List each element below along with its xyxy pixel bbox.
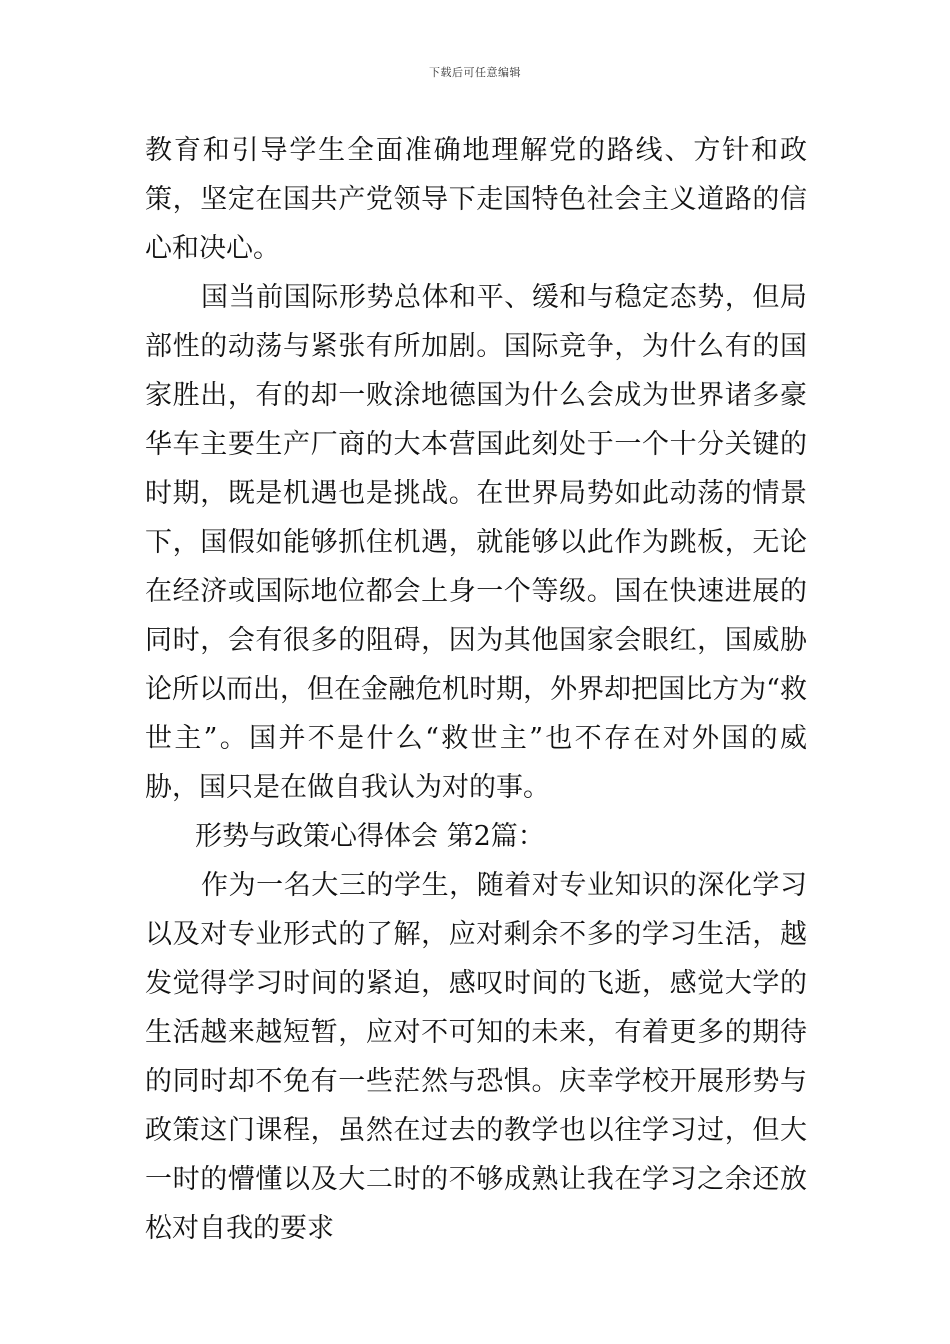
- document-body: [145, 126, 807, 1253]
- page-header: 下载后可任意编辑: [429, 66, 521, 79]
- paragraph-continuation: 教育和引导学生全面准确地理解党的路线、方针和政策，坚定在国共产党领导下走国特色社会主义道路的信心和决心。: [145, 135, 807, 264]
- paragraph-student-reflection: 作为一名大三的学生，随着对专业知识的深化学习以及对专业形式的了解，应对剩余不多的学习生活，越发觉得学习时间的紧迫，感叹时间的飞逝，感觉大学的生活越来越短暂，应对不可知的未来，有着更多的期待的同时却不免有一些茫然与恐惧。庆幸学校开展形势与政策这门课程，虽然在过去的教学也以往学习过，但大一时的懵懂以及大二时的不够成熟让我在学习之余还放松对自我的要求: [145, 870, 807, 1244]
- section-heading: 形势与政策心得体会 第2篇：: [195, 821, 545, 852]
- paragraph-international-situation: 国当前国际形势总体和平、缓和与稳定态势，但局部性的动荡与紧张有所加剧。国际竞争，为什么有的国家胜出，有的却一败涂地德国为什么会成为世界诸多豪华车主要生产厂商的大本营国此刻处于一个十分关键的时期，既是机遇也是挑战。在世界局势如此动荡的情景下，国假如能够抓住机遇，就能够以此作为跳板，无论在经济或国际地位都会上身一个等级。国在快速进展的同时，会有很多的阻碍，因为其他国家会眼红，国威胁论所以而出，但在金融危机时期，外界却把国比方为“救世主”。国并不是什么“救世主”也不存在对外国的威胁，国只是在做自我认为对的事。: [145, 282, 807, 803]
